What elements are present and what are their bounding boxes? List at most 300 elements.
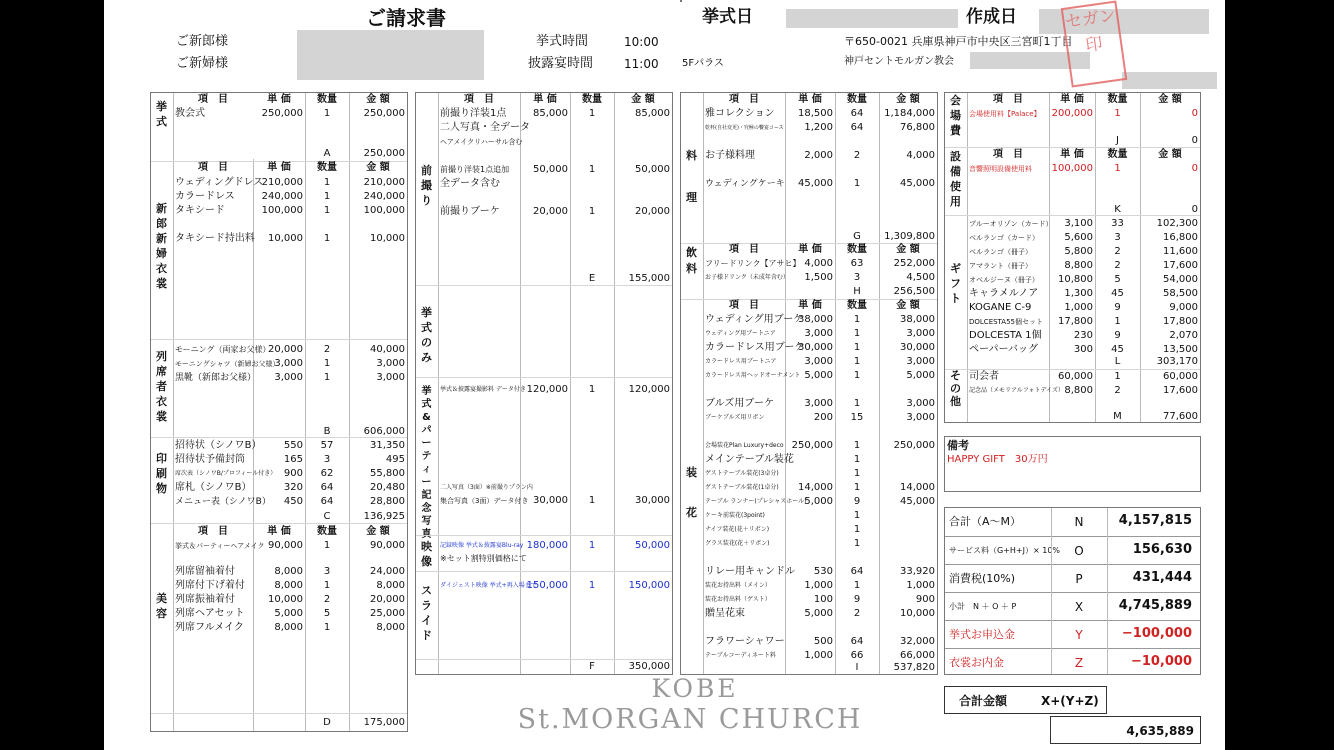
notes-label: 備考 — [947, 439, 969, 452]
item-qty: 2 — [853, 150, 861, 161]
item-qty: 3 — [1114, 232, 1121, 243]
item-price: 210,000 — [261, 177, 303, 188]
item-amount: 60,000 — [1163, 371, 1198, 382]
section-label-venue: 会場費 — [950, 94, 961, 137]
item-amount: 240,000 — [363, 191, 405, 202]
summary-label: 挙式お申込金 — [949, 628, 1015, 641]
col-header-item: 項 目 — [198, 94, 228, 105]
col-header-amount: 金 額 — [1158, 94, 1182, 105]
notes-box — [944, 436, 1201, 492]
subtotal-value: 155,000 — [628, 273, 670, 284]
item-qty: 15 — [850, 412, 864, 423]
item-name: ナイフ装花(花＋リボン) — [705, 526, 770, 533]
item-price: 14,000 — [798, 482, 833, 493]
item-amount: 10,000 — [900, 608, 935, 619]
item-name: ベルランゴ（冊子） — [969, 248, 1032, 256]
item-price: 200,000 — [1051, 108, 1093, 119]
summary-box — [944, 507, 1201, 675]
item-amount: 3,000 — [906, 412, 935, 423]
grand-total-formula: X+(Y+Z) — [1041, 694, 1099, 708]
item-amount: 150,000 — [628, 580, 670, 591]
item-name: 乾杯(自社変更)・究極の饗宴コース — [705, 125, 784, 131]
item-name: ヘアメイクリハーサル含む — [440, 138, 523, 146]
col-header-amount: 金 額 — [366, 526, 390, 537]
church-address: 〒650-0021 兵庫県神戸市中央区三宮町1丁目 — [844, 35, 1073, 48]
summary-label: 消費税(10%) — [949, 572, 1016, 585]
item-amount: 32,000 — [900, 636, 935, 647]
item-price: 550 — [283, 440, 303, 451]
reception-time: 11:00 — [624, 57, 659, 71]
item-name: ウェディング用ブーケ — [705, 314, 804, 325]
ceremony-time: 10:00 — [624, 35, 659, 49]
item-price: 18,500 — [798, 108, 833, 119]
item-amount: 250,000 — [893, 440, 935, 451]
item-name: お子様ドリンク（未成年含む） — [705, 274, 789, 281]
summary-value: 4,745,889 — [1118, 598, 1192, 613]
item-qty: 1 — [853, 524, 861, 535]
subtotal-value: 350,000 — [628, 661, 670, 672]
item-qty: 2 — [323, 594, 331, 605]
item-amount: 13,500 — [1163, 344, 1198, 355]
item-name: メニュー表（シノワB） — [175, 497, 271, 507]
item-qty: 1 — [323, 540, 331, 551]
summary-row — [945, 508, 1200, 536]
item-amount: 0 — [1191, 108, 1198, 119]
item-name: DOLCESTA 1個 — [969, 330, 1042, 341]
item-name: 挙式＆パーティーヘアメイク — [175, 542, 265, 550]
item-qty: 2 — [1114, 260, 1121, 271]
item-qty: 64 — [850, 108, 864, 119]
subtotal-value: 250,000 — [363, 148, 405, 159]
item-amount: 8,000 — [376, 580, 405, 591]
summary-value: 431,444 — [1132, 570, 1192, 585]
item-amount: 3,000 — [906, 356, 935, 367]
item-price: 900 — [283, 468, 303, 479]
item-price: 3,000 — [274, 358, 303, 369]
item-qty: 1 — [323, 205, 331, 216]
redacted-phone — [1122, 72, 1217, 89]
section-label-cuisine: 料理 — [686, 149, 697, 204]
item-amount: 3,000 — [906, 398, 935, 409]
item-name: タキシード — [175, 205, 225, 216]
item-price: 10,000 — [268, 233, 303, 244]
item-name: カラードレス用ブートニア — [705, 358, 777, 365]
section-label-gifts: ギフト — [950, 262, 961, 305]
item-qty: 64 — [850, 566, 864, 577]
item-amount: 1,184,000 — [884, 108, 935, 119]
item-qty: 1 — [588, 206, 596, 217]
col-header-price: 単 価 — [267, 162, 291, 173]
item-name: 黒靴（新郎お父様） — [175, 373, 257, 383]
notes-text: HAPPY GIFT 30万円 — [947, 454, 1048, 465]
item-qty: 1 — [323, 580, 331, 591]
item-qty: 63 — [850, 258, 864, 269]
item-price: 240,000 — [261, 191, 303, 202]
ceremony-date-label: 挙式日 — [702, 7, 753, 27]
groom-label: ご新郎様 — [176, 34, 229, 49]
logo-line2: St.MORGAN CHURCH — [517, 704, 863, 735]
item-qty: 2 — [323, 344, 331, 355]
column-2 — [415, 92, 673, 675]
item-amount: 4,500 — [906, 272, 935, 283]
church-name: 神戸セントモルガン教会 — [844, 56, 954, 67]
item-name: 集合写真（3面）データ付き — [440, 497, 529, 505]
item-name: 列席フルメイク — [175, 622, 244, 633]
item-amount: 20,000 — [635, 206, 670, 217]
grand-total-label: 合計金額 — [959, 694, 1008, 708]
subtotal-value: 606,000 — [363, 426, 405, 437]
col-header-price: 単 価 — [1060, 149, 1084, 160]
summary-letter: Z — [1074, 656, 1084, 670]
subtotal-letter: A — [323, 148, 331, 159]
item-price: 165 — [283, 454, 303, 465]
section-label-pre-shoot: 前撮り — [421, 164, 432, 207]
summary-row — [945, 592, 1200, 620]
item-amount: 38,000 — [900, 314, 935, 325]
col-header-qty: 数量 — [317, 162, 337, 173]
item-name: 装花お持出料（メイン） — [705, 582, 771, 589]
summary-letter: P — [1075, 572, 1083, 586]
col-header-qty: 数量 — [1107, 94, 1128, 105]
item-qty: 1 — [588, 540, 596, 551]
subtotal-value: 537,820 — [893, 662, 935, 673]
item-amount — [879, 509, 935, 523]
item-price: 8,800 — [1064, 385, 1093, 396]
item-price: 8,800 — [1064, 260, 1093, 271]
item-qty: 3 — [853, 272, 861, 283]
summary-row — [945, 536, 1200, 564]
item-amount — [879, 453, 935, 467]
item-name: 前撮り洋装1点 — [440, 108, 507, 119]
item-price: 5,000 — [804, 370, 833, 381]
item-price: 450 — [283, 496, 303, 507]
subtotal-value: 1,309,800 — [884, 231, 935, 242]
item-price: 90,000 — [268, 540, 303, 551]
col-header-amount: 金 額 — [896, 300, 920, 311]
item-price: 100 — [813, 594, 833, 605]
subtotal-value: 77,600 — [1163, 411, 1198, 422]
grand-total-label-box — [944, 686, 1107, 714]
col-header-item: 項 目 — [198, 162, 228, 173]
subtotal-letter: B — [323, 426, 331, 437]
item-name: 招待状予備封筒 — [175, 454, 245, 465]
section-label-printed: 印刷物 — [156, 452, 167, 495]
subtotal-letter: G — [853, 231, 861, 242]
col-header-amount: 金 額 — [896, 94, 920, 105]
item-amount: 17,600 — [1163, 260, 1198, 271]
item-qty: 1 — [323, 191, 331, 202]
item-qty: 5 — [1114, 274, 1121, 285]
item-amount: 900 — [915, 594, 935, 605]
item-qty: 1 — [323, 358, 331, 369]
item-amount: 1,000 — [906, 580, 935, 591]
item-amount: 24,000 — [370, 566, 405, 577]
column-3-shim — [680, 0, 682, 2]
item-amount: 100,000 — [363, 205, 405, 216]
item-price: 5,000 — [274, 608, 303, 619]
item-qty: 1 — [853, 510, 861, 521]
item-name: モーニングシャツ（新婦お父様） — [175, 360, 280, 368]
item-qty: 57 — [320, 440, 334, 451]
item-amount: 3,000 — [906, 328, 935, 339]
item-name: キャラメルノア — [969, 288, 1039, 299]
item-name: ダイジェスト映像 挙式+再入場まで — [440, 582, 537, 589]
item-price: 5,600 — [1064, 232, 1093, 243]
subtotal-value: 303,170 — [1156, 356, 1198, 367]
section-label-flowers: 装花 — [686, 466, 697, 519]
item-name: 司会者 — [969, 371, 999, 382]
item-amount: 55,800 — [370, 468, 405, 479]
item-qty: 2 — [1114, 246, 1121, 257]
item-price: 20,000 — [533, 206, 568, 217]
item-qty: 45 — [1111, 344, 1124, 355]
item-qty: 1 — [853, 328, 861, 339]
item-price — [785, 467, 833, 481]
item-amount: 120,000 — [628, 384, 670, 395]
item-price: 60,000 — [1058, 371, 1093, 382]
item-amount: 30,000 — [635, 495, 670, 506]
item-qty: 1 — [853, 538, 861, 549]
item-qty: 1 — [588, 384, 596, 395]
item-amount — [879, 523, 935, 537]
col-header-qty: 数量 — [1107, 149, 1128, 160]
item-price: 8,000 — [274, 622, 303, 633]
item-price: 250,000 — [261, 108, 303, 119]
section-label-beauty: 美容 — [156, 592, 167, 620]
item-amount: 5,000 — [906, 370, 935, 381]
item-qty: 1 — [588, 495, 596, 506]
item-price: 8,000 — [274, 566, 303, 577]
summary-label: サービス料（G+H+J）× 10% — [949, 546, 1061, 555]
summary-letter: O — [1074, 544, 1084, 558]
item-amount: 14,000 — [900, 482, 935, 493]
item-qty: 1 — [588, 164, 596, 175]
col-header-item: 項 目 — [198, 526, 228, 537]
column-4 — [944, 92, 1201, 423]
item-name: テーブル ランナー(プレシャスホール) — [705, 498, 807, 505]
subtotal-value: 136,925 — [363, 511, 405, 522]
item-name: KOGANE C-9 — [969, 302, 1032, 313]
col-header-item: 項 目 — [993, 94, 1023, 105]
item-name: ブーケブルズ用リボン — [705, 414, 765, 421]
item-name: 記録映像 挙式＆披露宴Blu-ray — [440, 542, 524, 549]
summary-label: 小計 N ＋ O ＋ P — [949, 602, 1017, 611]
subtotal-value: 256,500 — [893, 286, 935, 297]
item-qty: 1 — [1114, 108, 1121, 119]
col-header-amount: 金 額 — [1158, 149, 1182, 160]
item-price: 45,000 — [798, 178, 833, 189]
item-price: 17,800 — [1058, 316, 1093, 327]
item-name: ペーパーバッグ — [969, 344, 1038, 355]
item-price — [785, 523, 833, 537]
item-price: 1,300 — [1064, 288, 1093, 299]
item-price: 1,000 — [1064, 302, 1093, 313]
reception-time-label: 披露宴時間 — [528, 56, 594, 71]
item-qty: 3 — [323, 454, 331, 465]
item-amount: 17,600 — [1163, 385, 1198, 396]
item-name: ベルランゴ（カード） — [969, 234, 1039, 242]
item-qty: 1 — [588, 580, 596, 591]
item-qty: 9 — [853, 594, 861, 605]
item-price: 320 — [283, 482, 303, 493]
item-name: ウェディングドレス — [175, 177, 264, 188]
item-price: 180,000 — [526, 540, 568, 551]
item-name: フリードリンク【アサヒ】 — [705, 259, 801, 268]
item-qty: 1 — [323, 622, 331, 633]
item-name: グラス装花(花＋リボン) — [705, 540, 770, 547]
item-price: 5,000 — [804, 496, 833, 507]
section-label-bridal-costume: 新郎新婦衣裳 — [156, 202, 167, 290]
item-qty: 64 — [850, 122, 864, 133]
item-qty: 1 — [853, 454, 861, 465]
subtotal-letter: C — [323, 511, 331, 522]
item-amount: 85,000 — [635, 108, 670, 119]
item-amount: 210,000 — [363, 177, 405, 188]
item-name: 席札（シノワB） — [175, 482, 252, 493]
item-price: 38,000 — [798, 314, 833, 325]
item-name: 会場使用料【Palace】 — [969, 110, 1041, 118]
item-name: 招待状（シノワB） — [175, 440, 262, 451]
col-header-price: 単 価 — [798, 244, 822, 255]
item-qty: 1 — [323, 177, 331, 188]
item-price: 3,000 — [274, 372, 303, 383]
item-amount: 50,000 — [635, 540, 670, 551]
item-qty: 9 — [1114, 302, 1121, 313]
item-name: ブルズ用ブーケ — [705, 398, 774, 409]
item-amount: 3,000 — [376, 372, 405, 383]
col-header-amount: 金 額 — [896, 244, 920, 255]
item-name: 列席留袖着付 — [175, 566, 235, 577]
col-header-item: 項 目 — [464, 94, 494, 105]
ceremony-time-label: 挙式時間 — [536, 34, 589, 49]
subtotal-letter: F — [589, 661, 595, 672]
item-name: 前撮りブーケ — [440, 206, 500, 217]
item-qty: 1 — [323, 108, 331, 119]
item-price: 5,800 — [1064, 246, 1093, 257]
item-name: ウェディング用ブートニア — [705, 330, 776, 337]
item-price: 20,000 — [268, 344, 303, 355]
item-price: 300 — [1073, 344, 1093, 355]
item-name: メインテーブル装花 — [705, 454, 794, 465]
item-amount: 58,500 — [1163, 288, 1198, 299]
item-amount: 31,350 — [370, 440, 405, 451]
item-name: お子様料理 — [705, 150, 755, 161]
section-label-ceremony-only: 挙式のみ — [421, 306, 432, 364]
logo-line1: KOBE — [651, 674, 739, 703]
item-qty: 1 — [1114, 316, 1121, 327]
item-amount: 3,000 — [376, 358, 405, 369]
item-amount: 8,000 — [376, 622, 405, 633]
item-qty: 64 — [320, 482, 334, 493]
item-amount: 9,000 — [1169, 302, 1198, 313]
item-name: ウェディングケーキ — [705, 179, 785, 189]
item-name: カラードレス用ブーケ — [705, 342, 805, 353]
section-label-guest-costume: 列席者衣裳 — [156, 350, 167, 423]
item-price: 3,000 — [804, 356, 833, 367]
item-price: 85,000 — [533, 108, 568, 119]
section-label-equipment: 設備使用 — [950, 150, 961, 208]
item-name: 音響照明設備使用料 — [969, 165, 1032, 173]
item-amount: 250,000 — [363, 108, 405, 119]
column-3 — [680, 92, 938, 675]
item-amount: 30,000 — [900, 342, 935, 353]
item-qty: 1 — [1114, 163, 1121, 174]
col-header-qty: 数量 — [582, 94, 602, 105]
column-1 — [150, 92, 408, 732]
item-qty: 45 — [1111, 288, 1124, 299]
item-name: リレー用キャンドル — [705, 566, 795, 577]
subtotal-value: 175,000 — [363, 717, 405, 728]
col-header-item: 項 目 — [993, 149, 1023, 160]
section-label-other: その他 — [950, 369, 961, 408]
item-name: 贈呈花束 — [705, 608, 745, 619]
bride-label: ご新婦様 — [176, 56, 229, 71]
item-name: ※セット割特別価格にて — [440, 554, 527, 563]
col-header-qty: 数量 — [317, 526, 337, 537]
item-name: 会場装花Plan Luxury+deco — [705, 442, 784, 449]
item-amount: 252,000 — [893, 258, 935, 269]
section-label-photo: 挙式&パーティー記念写真 — [421, 386, 432, 540]
summary-value: −100,000 — [1121, 626, 1192, 641]
item-amount: 90,000 — [370, 540, 405, 551]
item-qty: 1 — [853, 468, 861, 479]
item-price: 1,000 — [804, 580, 833, 591]
venue-floor: 5Fパラス — [682, 58, 724, 69]
item-name: カラードレス用ヘッドオーナメント — [705, 372, 801, 379]
col-header-qty: 数量 — [317, 94, 337, 105]
item-qty: 1 — [853, 342, 861, 353]
item-name: 前撮り洋装1点追加 — [440, 165, 510, 174]
col-header-qty: 数量 — [847, 244, 867, 255]
item-amount: 10,000 — [370, 233, 405, 244]
summary-row — [945, 564, 1200, 592]
item-amount: 28,800 — [370, 496, 405, 507]
col-header-item: 項 目 — [729, 94, 759, 105]
invoice-page — [104, 0, 1225, 750]
item-name: ブルーオリゾン（カード） — [969, 220, 1053, 228]
summary-letter: Y — [1075, 628, 1083, 642]
section-label-drinks: 飲料 — [686, 246, 697, 275]
item-name: フラワーシャワー — [705, 636, 785, 647]
item-price: 2,000 — [804, 150, 833, 161]
item-price: 1,000 — [804, 650, 833, 661]
col-header-price: 単 価 — [267, 526, 291, 537]
company-stamp: セガン印 — [1061, 0, 1128, 87]
subtotal-letter: D — [323, 717, 331, 728]
col-header-qty: 数量 — [847, 94, 867, 105]
invoice-title: ご請求書 — [366, 6, 446, 30]
item-amount: 40,000 — [370, 344, 405, 355]
redacted-ceremony-date — [786, 9, 958, 28]
item-name: 列席付下げ着付 — [175, 580, 245, 591]
item-amount: 16,800 — [1163, 232, 1198, 243]
item-price: 150,000 — [526, 580, 568, 591]
item-qty: 33 — [1111, 218, 1124, 229]
grand-total-value: 4,635,889 — [1126, 724, 1194, 738]
item-qty: 1 — [323, 233, 331, 244]
summary-letter: X — [1074, 600, 1084, 614]
item-qty: 9 — [1114, 330, 1121, 341]
item-price: 30,000 — [798, 342, 833, 353]
item-name: 二人写真（3面）※前撮りプラン内 — [440, 484, 533, 491]
col-header-price: 単 価 — [798, 94, 822, 105]
item-qty: 1 — [853, 482, 861, 493]
item-amount: 33,920 — [900, 566, 935, 577]
item-qty: 1 — [853, 370, 861, 381]
item-amount: 495 — [385, 454, 405, 465]
col-header-price: 単 価 — [798, 300, 822, 311]
item-name: ケーキ前装花(3point) — [705, 512, 765, 519]
